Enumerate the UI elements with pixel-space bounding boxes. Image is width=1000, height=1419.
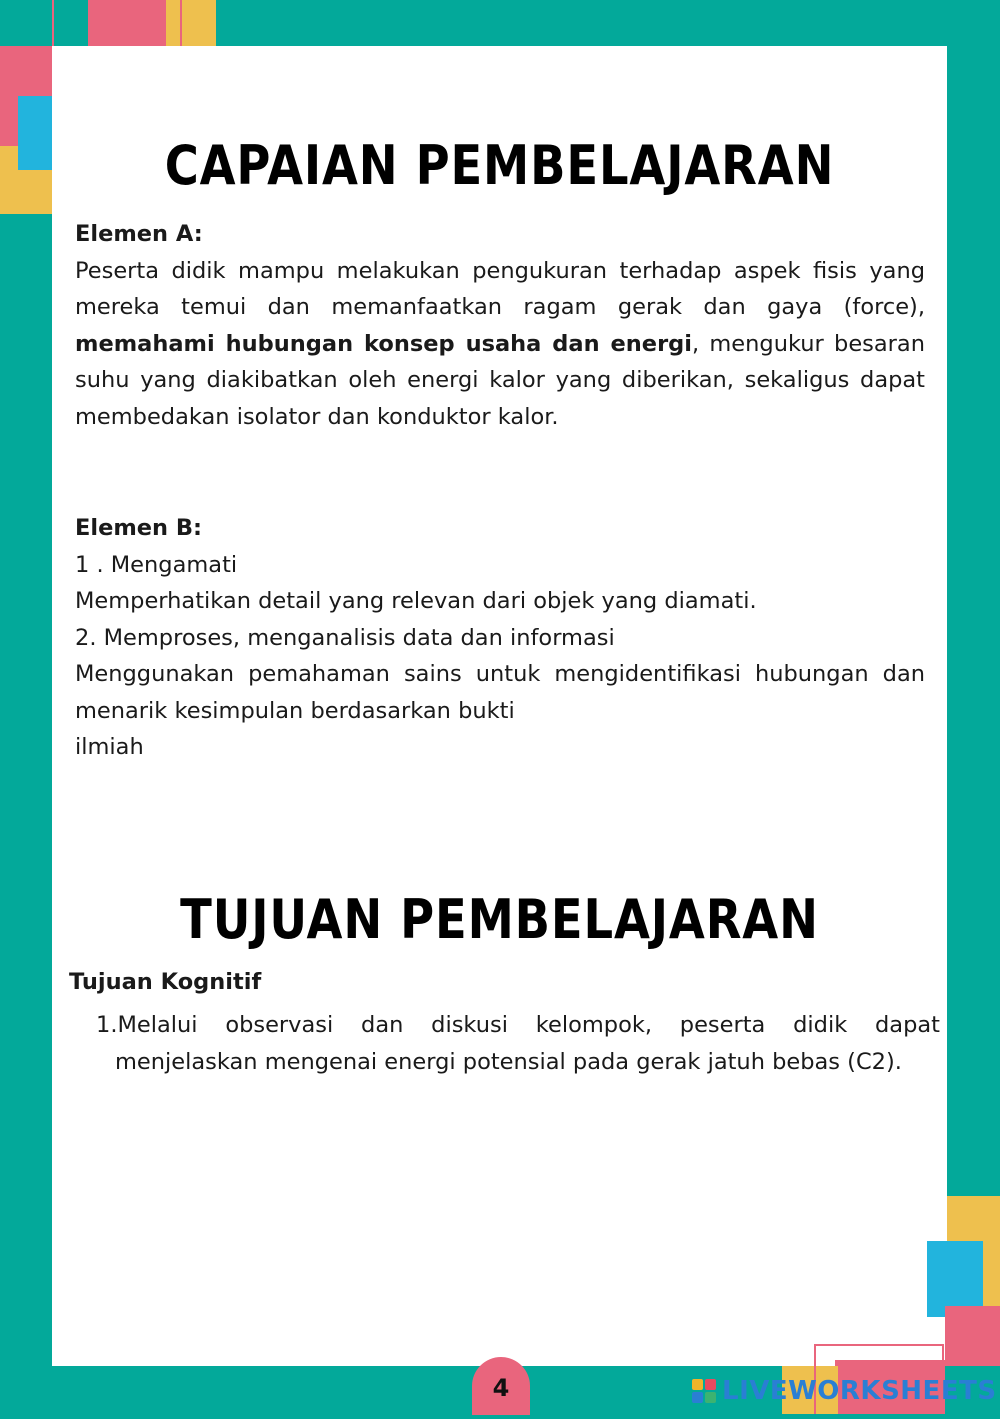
elemen-b-section — [75, 510, 925, 766]
liveworksheets-logo-icon — [692, 1379, 716, 1403]
elemen-b-item1-text: Memperhatikan detail yang relevan dari objek yang diamati. — [75, 588, 757, 614]
elemen-a-text-2: , mengukur besaran suhu yang diakibatkan oleh energi kalor yang diberikan, sekaligus dapat membedakan isolator dan konduktor kalor. — [75, 330, 925, 430]
tujuan-kognitif-label: Tujuan Kognitif — [69, 969, 262, 995]
page-number: 4 — [472, 1357, 530, 1415]
liveworksheets-brand[interactable] — [692, 1373, 997, 1409]
elemen-a-bold: memahami hubungan konsep usaha dan energi — [75, 330, 692, 357]
elemen-a-label: Elemen A: — [75, 221, 203, 247]
elemen-b-item2-title: 2. Memproses, menganalisis data dan informasi — [75, 624, 615, 651]
heading-capaian: CAPAIAN PEMBELAJARAN — [164, 134, 835, 197]
heading-tujuan: TUJUAN PEMBELAJARAN — [180, 888, 819, 951]
elemen-a-paragraph — [75, 253, 925, 436]
elemen-a-section — [75, 216, 925, 435]
tujuan-kognitif-item: 1.Melalui observasi dan diskusi kelompok, peserta didik dapat menjelaskan mengenai energi potensial pada gerak jatuh bebas (C2). — [96, 1012, 940, 1075]
elemen-b-label: Elemen B: — [75, 515, 203, 541]
elemen-a-text-1: Peserta didik mampu melakukan pengukuran terhadap aspek fisis yang mereka temui dan memanfaatkan ragam gerak dan gaya (force), — [75, 257, 925, 320]
elemen-b-item1-title: 1 . Mengamati — [75, 551, 238, 578]
elemen-b-item2-text: Menggunakan pemahaman sains untuk mengidentifikasi hubungan dan menarik kesimpulan berdasarkan bukti — [75, 661, 925, 724]
elemen-b-item2-text-end: ilmiah — [75, 734, 144, 760]
document-page — [52, 46, 947, 1366]
decor-right-pink — [945, 1306, 1000, 1366]
liveworksheets-text: LIVEWORKSHEETS — [722, 1376, 997, 1406]
